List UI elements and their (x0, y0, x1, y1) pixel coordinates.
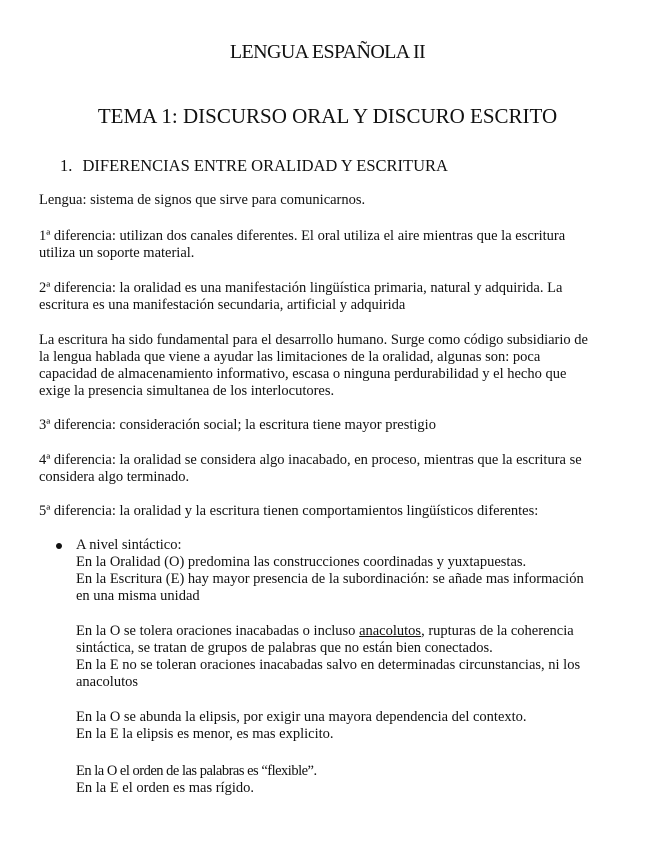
paragraph-diferencia-2-line-1: 2ª diferencia: la oralidad es una manifestación lingüística primaria, natural y adquirida. La (39, 280, 563, 296)
bullet-line: En la E la elipsis es menor, es mas explicito. (76, 726, 334, 742)
paragraph-escritura-line-1: La escritura ha sido fundamental para el desarrollo humano. Surge como código subsidiario de (39, 332, 588, 348)
section-number: 1. (60, 156, 73, 175)
topic-title: TEMA 1: DISCURSO ORAL Y DISCURO ESCRITO (97, 104, 558, 128)
bullet-line: en una misma unidad (76, 588, 200, 604)
underlined-term: anacolutos (359, 623, 422, 639)
paragraph-diferencia-5: 5ª diferencia: la oralidad y la escritura tienen comportamientos lingüísticos diferentes: (39, 503, 539, 519)
paragraph-escritura-line-4: exige la presencia simultanea de los interlocutores. (39, 383, 335, 399)
paragraph-diferencia-3: 3ª diferencia: consideración social; la escritura tiene mayor prestigio (39, 417, 436, 433)
bullet-line-post: , rupturas de la coherencia (421, 623, 574, 639)
paragraph-escritura-line-2: la lengua hablada que viene a ayudar las limitaciones de la oralidad, algunas son: poca (39, 349, 541, 365)
paragraph-escritura-line-3: capacidad de almacenamiento informativo, escasa o ninguna perdurabilidad y el hecho que (39, 366, 567, 382)
bullet-line: En la E no se toleran oraciones inacabadas salvo en determinadas circunstancias, ni los (76, 657, 581, 673)
bullet-line: En la O el orden de las palabras es “flexible”. (76, 763, 317, 779)
bullet-line: En la E el orden es mas rígido. (76, 780, 254, 796)
bullet-line: sintáctica, se tratan de grupos de palabras que no están bien conectados. (76, 640, 493, 656)
bullet-line: En la Escritura (E) hay mayor presencia de la subordinación: se añade mas información (76, 571, 584, 587)
paragraph-lengua: Lengua: sistema de signos que sirve para comunicarnos. (39, 192, 366, 208)
bullet-title: A nivel sintáctico: (76, 537, 182, 553)
paragraph-diferencia-4-line-1: 4ª diferencia: la oralidad se considera algo inacabado, en proceso, mientras que la escritura se (39, 452, 582, 468)
section-heading-text: DIFERENCIAS ENTRE ORALIDAD Y ESCRITURA (82, 156, 448, 175)
bullet-line: En la O se abunda la elipsis, por exigir una mayora dependencia del contexto. (76, 709, 527, 725)
course-title: LENGUA ESPAÑOLA II (229, 41, 426, 63)
bullet-line: anacolutos (76, 674, 139, 690)
paragraph-diferencia-2-line-2: escritura es una manifestación secundaria, artificial y adquirida (39, 297, 406, 313)
bullet-line: En la Oralidad (O) predomina las construcciones coordinadas y yuxtapuestas. (76, 554, 527, 570)
section-heading (60, 156, 448, 176)
bullet-line-pre: En la O se tolera oraciones inacabadas o incluso (76, 623, 360, 639)
bullet-icon (56, 543, 62, 549)
bullet-line-anacolutos (76, 623, 616, 640)
paragraph-diferencia-1-line-2: utiliza un soporte material. (39, 245, 195, 261)
paragraph-diferencia-4-line-2: considera algo terminado. (39, 469, 190, 485)
paragraph-diferencia-1-line-1: 1ª diferencia: utilizan dos canales diferentes. El oral utiliza el aire mientras que la escritura (39, 228, 566, 244)
